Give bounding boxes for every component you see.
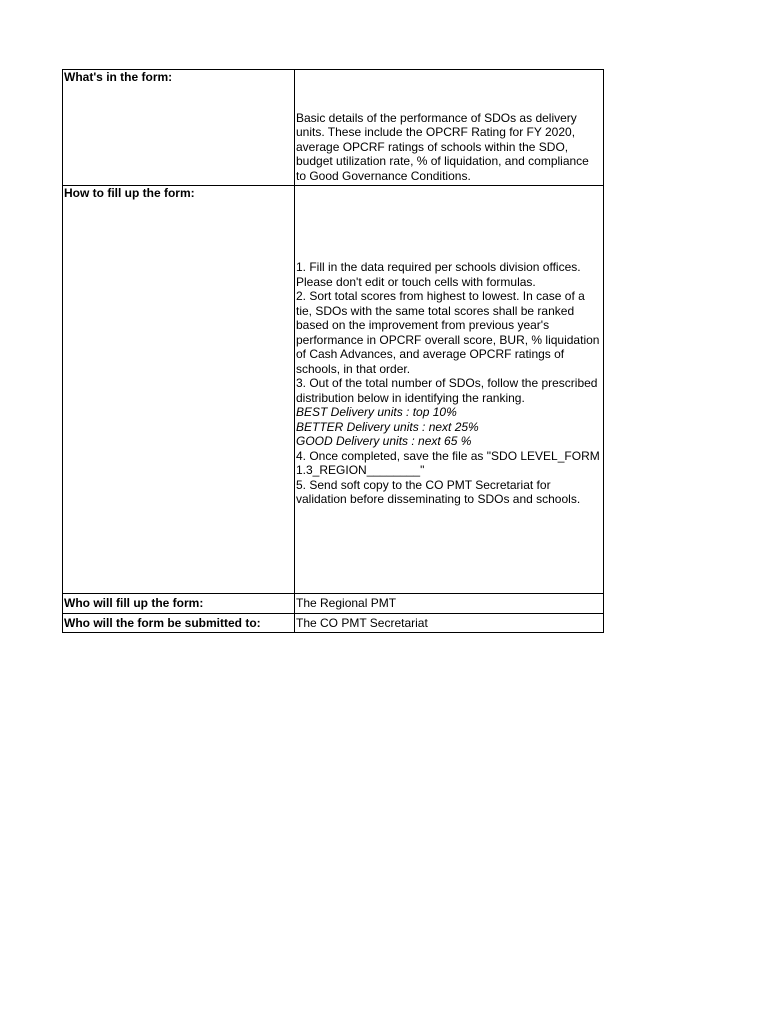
distribution-best: BEST Delivery units : top 10% [296, 405, 457, 419]
whats-in-form-value: Basic details of the performance of SDOs as delivery units. These include the OPCRF Rating for FY 2020, average OPCRF ratings of schools within the SDO, budget utilization rate, % of liquidation, and compliance to Good Governance Conditions. [295, 70, 604, 186]
table-row-how-to-fill [63, 186, 604, 594]
instruction-step-1: 1. Fill in the data required per schools division offices. Please don't edit or touch cells with formulas. [296, 260, 581, 289]
who-fills-label: Who will fill up the form: [63, 594, 295, 614]
table-row-who-fills [63, 594, 604, 614]
submitted-to-label: Who will the form be submitted to: [63, 614, 295, 633]
how-to-fill-instructions [295, 186, 604, 594]
table-row-whats-in-form [63, 70, 604, 186]
distribution-better: BETTER Delivery units : next 25% [296, 419, 479, 434]
who-fills-value: The Regional PMT [295, 594, 604, 614]
instruction-step-3: 3. Out of the total number of SDOs, follow the prescribed distribution below in identifying the ranking. [296, 376, 598, 405]
submitted-to-value: The CO PMT Secretariat [295, 614, 604, 633]
whats-in-form-label: What's in the form: [63, 70, 295, 186]
table-row-submitted-to [63, 614, 604, 633]
instruction-step-2: 2. Sort total scores from highest to lowest. In case of a tie, SDOs with the same total scores shall be ranked based on the improvement from previous year's performance in OPCRF overall score, BUR, % liquidation of Cash Advances, and average OPCRF ratings of schools, in that order. [296, 289, 600, 376]
instruction-step-4: 4. Once completed, save the file as "SDO LEVEL_FORM 1.3_REGION________" [296, 448, 600, 477]
distribution-good: GOOD Delivery units : next 65 % [296, 434, 472, 448]
how-to-fill-label: How to fill up the form: [63, 186, 295, 594]
form-instructions-table [62, 69, 604, 633]
instruction-step-5: 5. Send soft copy to the CO PMT Secretariat for validation before disseminating to SDOs and schools. [296, 477, 581, 506]
